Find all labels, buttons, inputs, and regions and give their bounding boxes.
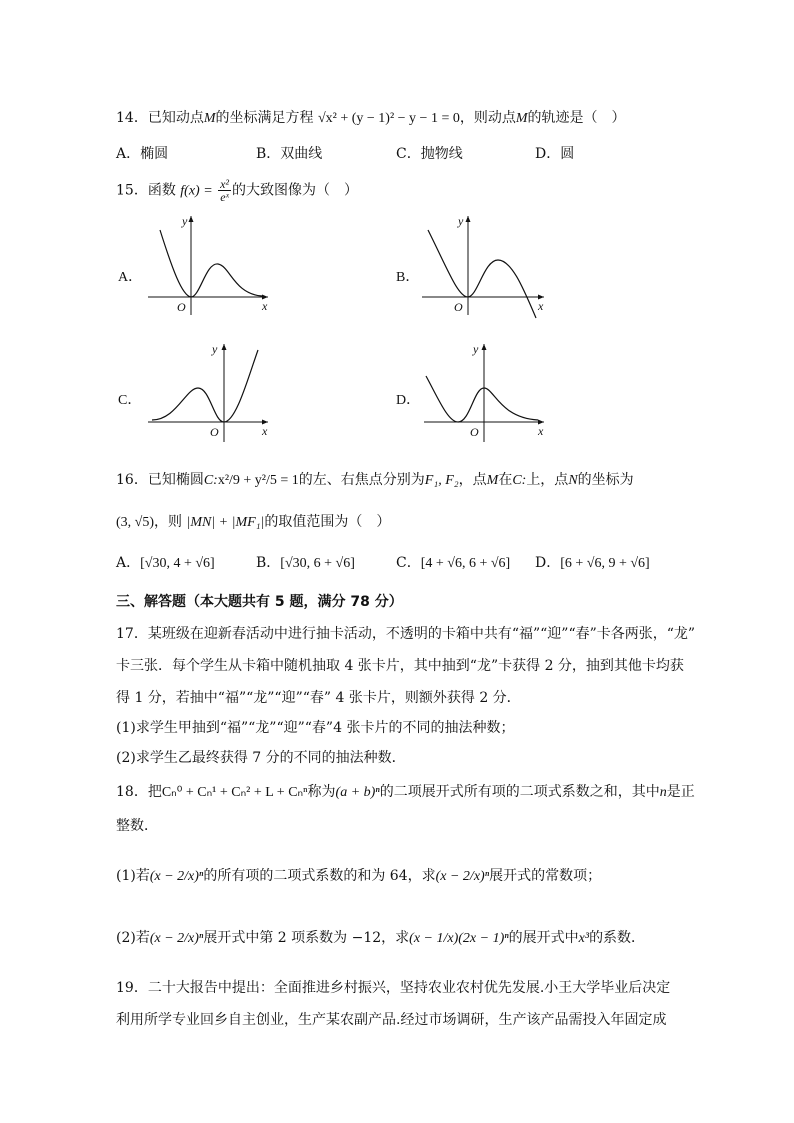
svg-text:y: y bbox=[212, 342, 218, 356]
svg-text:O: O bbox=[470, 425, 479, 439]
graph-a-label: A． bbox=[118, 270, 143, 285]
q18-sum: Cₙ⁰ + Cₙ¹ + Cₙ² + L + Cₙⁿ bbox=[161, 785, 308, 800]
svg-text:x: x bbox=[262, 424, 268, 438]
q16-stem-line2: (3, √5)，则 |MN| + |MF₁|的取值范围为（ ） bbox=[116, 514, 391, 530]
graph-c bbox=[140, 338, 280, 448]
q18-line2: 整数． bbox=[116, 818, 158, 834]
graph-b-label: B． bbox=[396, 270, 420, 285]
svg-text:y: y bbox=[458, 214, 464, 228]
svg-text:y: y bbox=[473, 342, 479, 356]
q16-ellipse-equation: x²/9 + y²/5 = 1 bbox=[217, 473, 299, 488]
q18-part2: (2)若(x − 2/x)ⁿ展开式中第 2 项系数为 −12，求(x − 1/x)(2x − 1)ⁿ的展开式中x³的系数． bbox=[116, 930, 646, 946]
q15-stem: 15．函数 f(x) = $\frac{\text{x²}}{\text{eˣ}}$ 的大致图像为（ ） bbox=[116, 177, 359, 204]
q14-option-c: C．抛物线 bbox=[396, 146, 463, 162]
q16-stem-line1: 16．已知椭圆C:x²/9 + y²/5 = 1的左、右焦点分别为F₁, F₂，点M在C:上，点N的坐标为 bbox=[116, 472, 634, 488]
svg-text:O: O bbox=[454, 300, 463, 314]
q16-option-c: C．[4 + √6, 6 + √6] bbox=[396, 555, 511, 571]
graph-d-label: D． bbox=[396, 393, 421, 408]
svg-text:y: y bbox=[182, 214, 188, 228]
q17-line2: 卡三张．每个学生从卡箱中随机抽取 4 张卡片，其中抽到“龙”卡获得 2 分，抽到其他卡均获 bbox=[116, 658, 684, 674]
graph-c-curve bbox=[152, 350, 258, 422]
section-3-title: 三、解答题（本大题共有 5 题，满分 78 分） bbox=[116, 594, 403, 610]
q18-p1-expr: (x − 2/x)ⁿ bbox=[149, 869, 204, 884]
q16-option-b: B．[√30, 6 + √6] bbox=[256, 555, 355, 571]
svg-text:x: x bbox=[262, 299, 268, 313]
svg-text:O: O bbox=[177, 300, 186, 314]
graph-c-label: C． bbox=[118, 393, 142, 408]
q15-function: f(x) = bbox=[180, 183, 213, 199]
q16-option-a: A．[√30, 4 + √6] bbox=[116, 555, 215, 571]
svg-text:x: x bbox=[538, 299, 544, 313]
q14-stem: 14．已知动点M的坐标满足方程 √x² + (y − 1)² − y − 1 = 0，则动点M的轨迹是（ ） bbox=[116, 110, 626, 126]
graph-d bbox=[418, 338, 558, 448]
q17-part1: (1)求学生甲抽到“福”“龙”“迎”“春”4 张卡片的不同的抽法种数； bbox=[116, 720, 515, 736]
q14-option-d: D．圆 bbox=[535, 146, 575, 162]
q18-line1: 18．把Cₙ⁰ + Cₙ¹ + Cₙ² + L + Cₙⁿ称为(a + b)ⁿ的二项展开式所有项的二项式系数之和，其中n是正 bbox=[116, 784, 695, 800]
graph-b-curve bbox=[428, 230, 536, 318]
q16-coord: (3, √5) bbox=[116, 515, 155, 530]
q18-p2-expr: (x − 1/x)(2x − 1)ⁿ bbox=[409, 931, 509, 946]
q14-option-a: A．椭圆 bbox=[116, 146, 169, 162]
q17-part2: (2)求学生乙最终获得 7 分的不同的抽法种数． bbox=[116, 750, 406, 766]
graph-a-curve bbox=[160, 230, 262, 297]
q14-equation: √x² + (y − 1)² − y − 1 = 0 bbox=[317, 111, 460, 126]
q19-line1: 19．二十大报告中提出：全面推进乡村振兴，坚持农业农村优先发展.小王大学毕业后决定 bbox=[116, 980, 671, 996]
q16-option-d: D．[6 + √6, 9 + √6] bbox=[535, 555, 650, 571]
graph-a bbox=[140, 210, 280, 320]
q19-line2: 利用所学专业回乡自主创业，生产某农副产品.经过市场调研，生产该产品需投入年固定成 bbox=[116, 1012, 667, 1028]
q14-number: 14． bbox=[116, 110, 148, 126]
q14-option-b: B．双曲线 bbox=[256, 146, 323, 162]
q15-fraction: $\frac{\text{x²}}{\text{eˣ}}$ bbox=[220, 177, 230, 204]
q18-part1: (1)若(x − 2/x)ⁿ的所有项的二项式系数的和为 64，求(x − 2/x)ⁿ展开式的常数项； bbox=[116, 868, 602, 884]
svg-text:x: x bbox=[538, 424, 544, 438]
graph-b bbox=[418, 210, 558, 325]
q17-line3: 得 1 分，若抽中“福”“龙”“迎”“春” 4 张卡片，则额外获得 2 分． bbox=[116, 690, 521, 706]
graph-d-curve bbox=[426, 376, 538, 422]
q16-expr: |MN| + |MF₁| bbox=[186, 515, 265, 530]
svg-text:O: O bbox=[210, 425, 219, 439]
q17-line1: 17．某班级在迎新春活动中进行抽卡活动，不透明的卡箱中共有“福”“迎”“春”卡各两张，“龙” bbox=[116, 626, 696, 642]
